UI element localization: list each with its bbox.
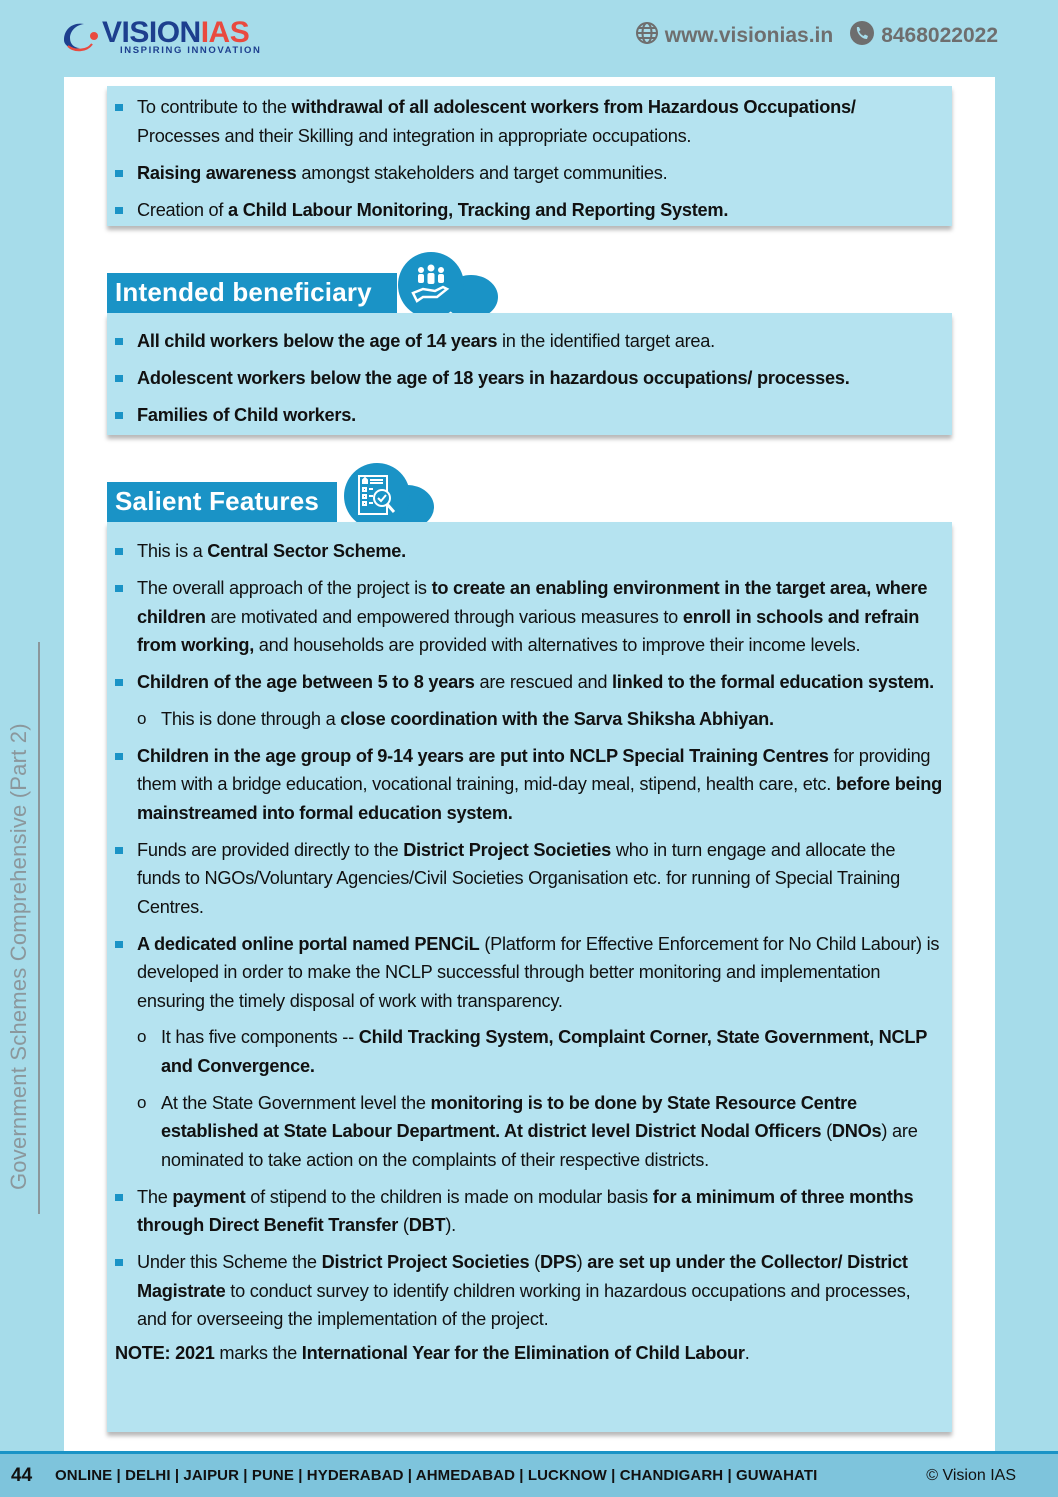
page-header bbox=[0, 0, 1058, 77]
phone-text: 8468022022 bbox=[881, 24, 998, 47]
website-text: www.visionias.in bbox=[664, 24, 834, 47]
list-item: All child workers below the age of 14 years in the identified target area. bbox=[115, 327, 942, 356]
intended-beneficiary-box bbox=[107, 313, 952, 435]
globe-icon bbox=[635, 21, 659, 51]
document-series-label: Government Schemes Comprehensive (Part 2) bbox=[6, 723, 31, 1190]
logo-tagline: INSPIRING INNOVATION bbox=[120, 45, 262, 56]
list-item: To contribute to the withdrawal of all adolescent workers from Hazardous Occupations/ Processes and their Skilling and integration in appropriate occupations. bbox=[115, 93, 942, 150]
salient-features-title: Salient Features bbox=[107, 482, 337, 522]
document-checklist-icon bbox=[344, 463, 410, 529]
phone-icon bbox=[849, 20, 875, 52]
sub-list bbox=[137, 705, 942, 734]
list-item: Under this Scheme the District Project Societies (DPS) are set up under the Collector/ District Magistrate to conduct survey to identify children working in hazardous occupations and processes, and for overseeing the implementation of the project. bbox=[115, 1248, 942, 1334]
objectives-list bbox=[115, 93, 942, 224]
objectives-box bbox=[107, 86, 952, 226]
logo-name-accent: IAS bbox=[200, 16, 250, 49]
sidebar-divider bbox=[38, 642, 40, 1214]
people-in-hand-icon bbox=[398, 252, 464, 318]
sub-list-item: o At the State Government level the monitoring is to be done by State Resource Centre established at State Labour Department. At district level District Nodal Officers (DNOs) are nominated to take action on the complaints of their respective districts. bbox=[137, 1089, 942, 1175]
list-item: Funds are provided directly to the District Project Societies who in turn engage and allocate the funds to NGOs/Voluntary Agencies/Civil Societies Organisation etc. for running of Special Training Centres. bbox=[115, 836, 942, 922]
page-number: 44 bbox=[11, 1464, 33, 1486]
website-link[interactable] bbox=[635, 21, 833, 51]
logo-eye-icon bbox=[60, 18, 100, 54]
sub-list-item: o This is done through a close coordination with the Sarva Shiksha Abhiyan. bbox=[137, 705, 942, 734]
list-item: Creation of a Child Labour Monitoring, Tracking and Reporting System. bbox=[115, 196, 942, 225]
sub-list bbox=[137, 1023, 942, 1174]
contact-info bbox=[635, 20, 998, 52]
footer-copyright: © Vision IAS bbox=[926, 1466, 1016, 1484]
list-item: The overall approach of the project is to create an enabling environment in the target area, where children are motivated and empowered through various measures to enroll in schools and refrain from working, and households are provided with alternatives to improve their income levels. bbox=[115, 574, 942, 660]
intended-beneficiary-title: Intended beneficiary bbox=[107, 273, 397, 313]
list-item: Raising awareness amongst stakeholders and target communities. bbox=[115, 159, 942, 188]
phone-link[interactable] bbox=[849, 20, 998, 52]
list-item: Children of the age between 5 to 8 years are rescued and linked to the formal education system. o This is done through a close coordination with the Sarva Shiksha Abhiyan. bbox=[115, 668, 942, 733]
salient-features-box bbox=[107, 522, 952, 1432]
list-item: A dedicated online portal named PENCiL (Platform for Effective Enforcement for No Child Labour) is developed in order to make the NCLP successful through better monitoring and implementation ensuring the timely disposal of work with transparency. o It has five components -- Child Tracking System, Complaint Corner, State Government, NCLP and Convergence. o At the State Government level the monitoring is to be done by State Resource Centre established at State Labour Department. At district level District Nodal Officers (DNOs) are nominated to take action on the complaints of their respective districts. bbox=[115, 930, 942, 1175]
page-content bbox=[64, 77, 995, 1451]
page-footer bbox=[0, 1451, 1058, 1497]
footer-cities: ONLINE | DELHI | JAIPUR | PUNE | HYDERABAD | AHMEDABAD | LUCKNOW | CHANDIGARH | GUWAHATI bbox=[55, 1467, 818, 1484]
list-item: This is a Central Sector Scheme. bbox=[115, 537, 942, 566]
vision-ias-logo[interactable] bbox=[60, 18, 261, 56]
beneficiary-list bbox=[115, 327, 942, 430]
list-item: The payment of stipend to the children is made on modular basis for a minimum of three months through Direct Benefit Transfer (DBT). bbox=[115, 1183, 942, 1240]
sub-list-item: o It has five components -- Child Tracking System, Complaint Corner, State Government, NCLP and Convergence. bbox=[137, 1023, 942, 1080]
list-item: Children in the age group of 9-14 years are put into NCLP Special Training Centres for providing them with a bridge education, vocational training, mid-day meal, stipend, health care, etc. before being mainstreamed into formal education system. bbox=[115, 742, 942, 828]
features-list bbox=[115, 537, 942, 1334]
list-item: Adolescent workers below the age of 18 years in hazardous occupations/ processes. bbox=[115, 364, 942, 393]
note-text: NOTE: 2021 marks the International Year for the Elimination of Child Labour. bbox=[115, 1343, 750, 1363]
logo-name-primary: VISION bbox=[102, 16, 201, 49]
list-item: Families of Child workers. bbox=[115, 401, 942, 430]
